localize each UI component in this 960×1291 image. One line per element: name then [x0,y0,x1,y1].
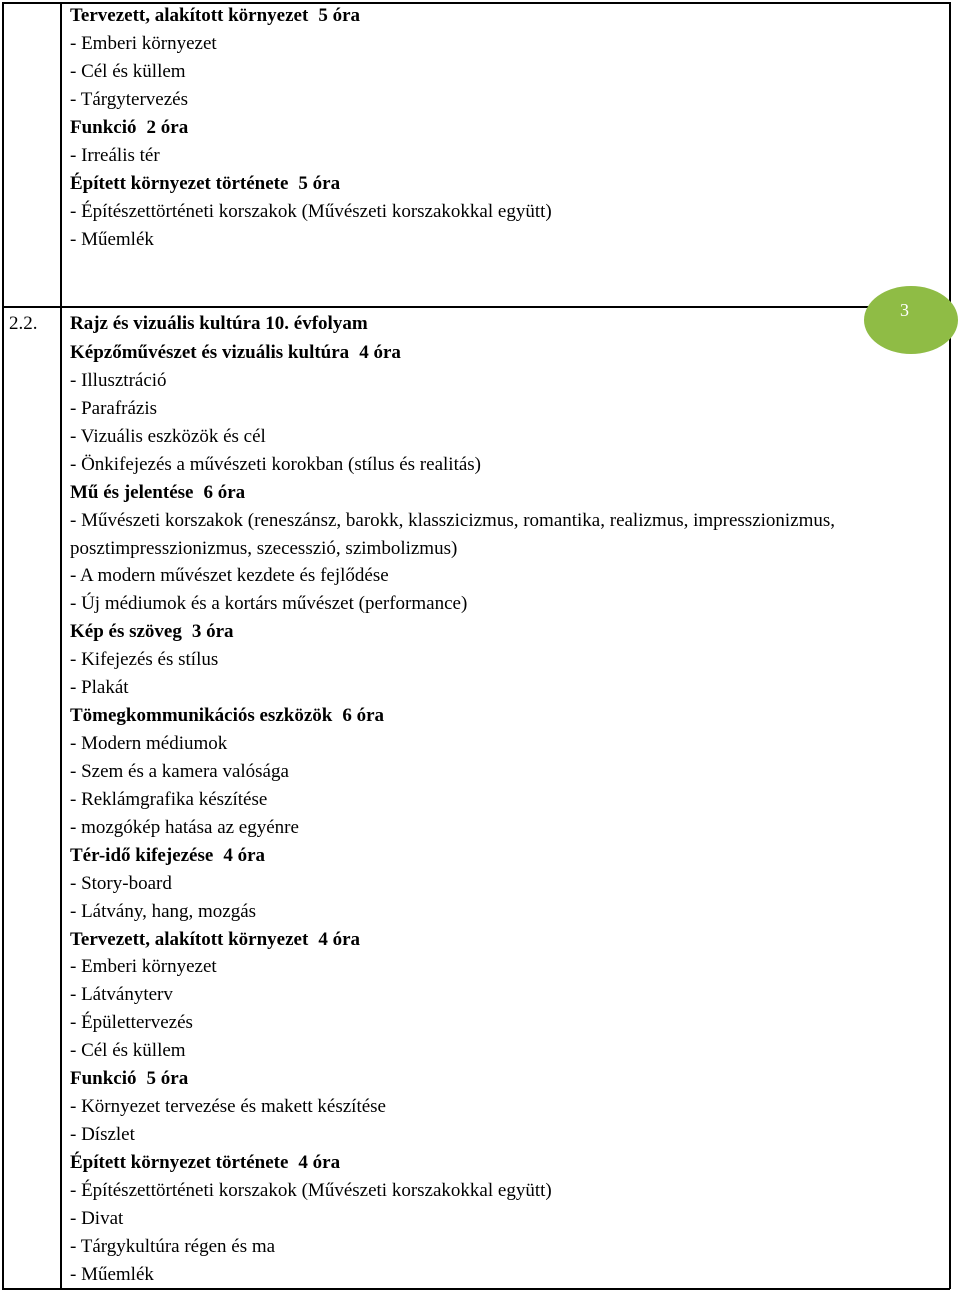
table-left-border [2,2,4,1289]
topic-heading [70,339,401,367]
topic-item [70,198,552,226]
topic-item [70,1205,123,1233]
topic-text: - mozgókép hatása az egyénre [70,816,299,838]
topic-item [70,507,835,535]
topic-item [70,786,267,814]
topic-hours: 4 óra [223,844,266,866]
topic-heading [70,114,188,142]
topic-item [70,30,217,58]
topic-title: Képzőművészet és vizuális kultúra [70,342,350,363]
topic-item [70,535,457,563]
topic-heading [70,170,340,198]
row-divider [2,306,950,308]
section-number: 2.2. [9,313,38,334]
topic-text: - Tárgytervezés [70,89,188,110]
topic-hours: 6 óra [203,481,246,503]
topic-text: - Önkifejezés a művészeti korokban (stílus és realitás) [70,453,481,475]
topic-item [70,226,154,254]
topic-text: - Illusztráció [70,369,167,391]
topic-text: - Emberi környezet [70,956,217,978]
topic-text: - Kifejezés és stílus [70,649,219,671]
topic-heading [70,2,360,30]
topic-item [70,981,173,1009]
topic-title: Mű és jelentése [70,481,194,503]
topic-heading [70,1065,188,1093]
page-number: 3 [900,300,909,320]
topic-title: Funkció [70,1068,137,1090]
topic-hours: 2 óra [146,117,189,138]
topic-text: - Műemlék [70,1263,154,1285]
topic-item [70,590,467,618]
topic-text: - Parafrázis [70,397,158,419]
topic-text: - Építészettörténeti korszakok (Művészeti korszakokkal együtt) [70,1179,552,1201]
topic-item [70,395,157,423]
topic-text: - Új médiumok és a kortárs művészet (performance) [70,593,468,615]
topic-item [70,1037,186,1065]
topic-heading [70,842,265,870]
topic-text: - Modern médiumok [70,733,228,755]
page-number-badge [864,286,958,354]
topic-text: - Story-board [70,872,172,894]
topic-item [70,1093,386,1121]
topic-item [70,451,481,479]
topic-text: posztimpresszionizmus, szecesszió, szimbolizmus) [70,537,458,559]
topic-item [70,898,256,926]
topic-item [70,953,217,981]
topic-item [70,1261,154,1289]
topic-text: - Látványterv [70,984,173,1006]
topic-text: - Reklámgrafika készítése [70,788,268,810]
topic-text: - Cél és küllem [70,61,186,82]
topic-item [70,870,172,898]
topic-text: - Szem és a kamera valósága [70,760,289,782]
topic-item [70,646,218,674]
topic-title: Épített környezet története [70,1151,289,1173]
topic-item [70,758,289,786]
topic-item [70,562,389,590]
topic-heading [70,1149,340,1177]
topic-item [70,423,266,451]
topic-hours: 4 óra [298,1151,341,1173]
topic-title: Tömegkommunikációs eszközök [70,705,333,727]
topic-text: - Emberi környezet [70,33,217,54]
section-title: Rajz és vizuális kultúra 10. évfolyam [70,313,368,334]
topic-hours: 6 óra [342,705,385,727]
topic-item [70,730,227,758]
topic-text: - Irreális tér [70,145,160,166]
topic-hours: 5 óra [318,5,360,26]
topic-item [70,1233,275,1261]
topic-hours: 4 óra [318,928,360,950]
topic-text: - Épülettervezés [70,1012,193,1034]
topic-item [70,367,167,395]
topic-text: - Műemlék [70,229,154,250]
topic-text: - Tárgykultúra régen és ma [70,1235,276,1257]
topic-text: - Díszlet [70,1124,135,1146]
table-right-border [949,2,951,1289]
topic-heading [70,618,234,646]
topic-item [70,1009,193,1037]
topic-title: Épített környezet története [70,173,289,194]
topic-item [70,1177,552,1205]
topic-item [70,1121,135,1149]
topic-heading [70,479,245,507]
topic-item [70,86,188,114]
topic-item [70,814,299,842]
topic-title: Kép és szöveg [70,621,182,643]
topic-text: - Látvány, hang, mozgás [70,900,257,922]
topic-text: - Cél és küllem [70,1040,186,1062]
topic-hours: 3 óra [191,621,234,643]
topic-hours: 5 óra [298,173,341,194]
topic-hours: 5 óra [146,1068,189,1090]
topic-text: - Művészeti korszakok (reneszánsz, barokk, klasszicizmus, romantika, realizmus, impresszionizmus, [70,509,836,531]
topic-item [70,142,160,170]
topic-text: - Divat [70,1207,124,1229]
topic-heading [70,926,360,954]
topic-text: - A modern művészet kezdete és fejlődése [70,565,389,587]
topic-title: Tér-idő kifejezése [70,844,214,866]
column-divider [60,2,62,1289]
topic-item [70,674,129,702]
topic-hours: 4 óra [359,342,401,363]
topic-text: - Plakát [70,677,129,699]
topic-title: Funkció [70,117,137,138]
topic-item [70,58,186,86]
topic-title: Tervezett, alakított környezet [70,5,309,26]
topic-title: Tervezett, alakított környezet [70,928,309,950]
topic-text: - Környezet tervezése és makett készítése [70,1096,386,1118]
topic-heading [70,702,384,730]
topic-text: - Építészettörténeti korszakok (Művészeti korszakokkal együtt) [70,201,552,222]
topic-text: - Vizuális eszközök és cél [70,425,266,447]
